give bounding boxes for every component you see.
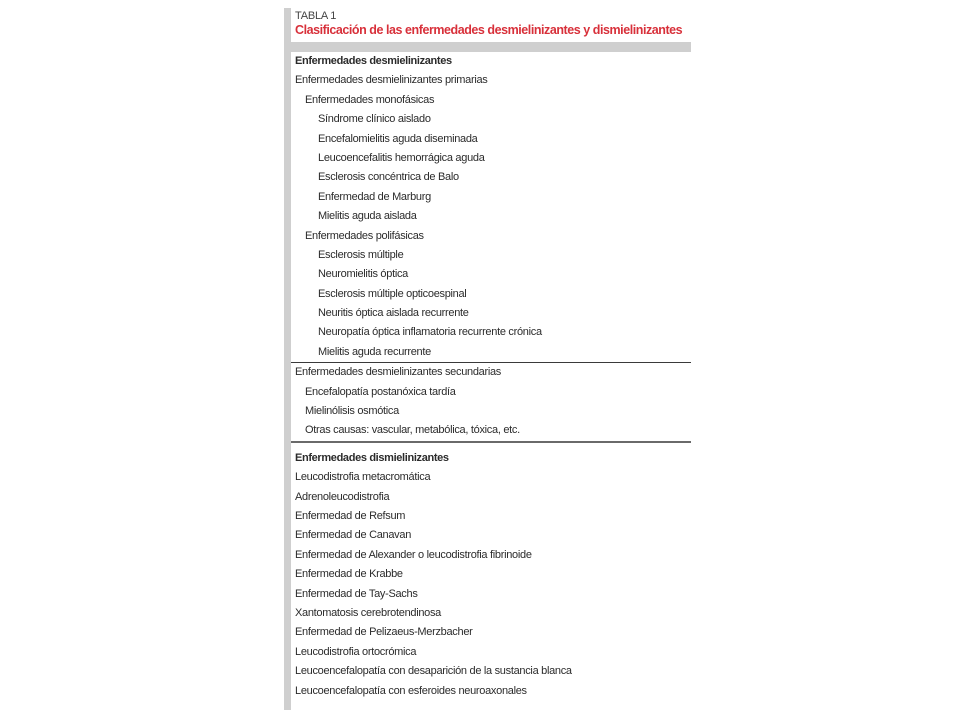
list-item: Esclerosis múltiple opticoespinal (318, 287, 467, 300)
monofasicas-list (291, 110, 691, 226)
list-item: Enfermedad de Pelizaeus-Merzbacher (295, 626, 473, 639)
section-heading-dismielinizantes: Enfermedades dismielinizantes (295, 451, 449, 464)
list-item: Otras causas: vascular, metabólica, tóxica, etc. (305, 424, 520, 437)
list-item: Enfermedad de Refsum (295, 509, 406, 522)
list-item: Encefalopatía postanóxica tardía (305, 385, 456, 398)
polifasicas-list (291, 246, 691, 362)
list-item: Mielitis aguda recurrente (318, 345, 431, 358)
list-item: Síndrome clínico aislado (318, 113, 431, 126)
group-secundarias: Enfermedades desmielinizantes secundarias (295, 366, 501, 379)
list-item: Adrenoleucodistrofia (295, 490, 390, 503)
header-rule (287, 42, 691, 52)
list-item: Leucodistrofia metacromática (295, 471, 431, 484)
dismielinizantes-list (291, 468, 691, 701)
section-dismielinizantes (291, 449, 691, 701)
list-item: Mielinólisis osmótica (305, 405, 399, 418)
section-desmielinizantes (291, 52, 691, 441)
table-number: TABLA 1 (295, 10, 337, 22)
list-item: Neuritis óptica aislada recurrente (318, 307, 469, 320)
list-item: Leucodistrofia ortocrómica (295, 645, 417, 658)
list-item: Enfermedad de Tay-Sachs (295, 587, 418, 600)
list-item: Leucoencefalopatía con desaparición de la sustancia blanca (295, 665, 572, 678)
list-item: Enfermedad de Canavan (295, 529, 412, 542)
list-item: Leucoencefalopatía con esferoides neuroaxonales (295, 684, 527, 697)
list-item: Neuropatía óptica inflamatoria recurrente crónica (318, 326, 542, 339)
section-heading-desmielinizantes: Enfermedades desmielinizantes (295, 55, 452, 67)
list-item: Encefalomielitis aguda diseminada (318, 132, 478, 145)
table-title: Clasificación de las enfermedades desmielinizantes y dismielinizantes (295, 23, 683, 37)
subgroup-monofasicas: Enfermedades monofásicas (305, 93, 435, 106)
list-item: Leucoencefalitis hemorrágica aguda (318, 151, 485, 164)
subgroup-polifasicas: Enfermedades polifásicas (305, 229, 424, 242)
list-item: Esclerosis concéntrica de Balo (318, 171, 459, 184)
list-item: Xantomatosis cerebrotendinosa (295, 606, 442, 619)
secundarias-list (291, 383, 691, 441)
list-item: Enfermedad de Krabbe (295, 568, 403, 581)
group-primarias: Enfermedades desmielinizantes primarias (295, 74, 488, 87)
table-header (291, 8, 691, 38)
list-item: Mielitis aguda aislada (318, 210, 417, 223)
list-item: Enfermedad de Alexander o leucodistrofia fibrinoide (295, 548, 532, 561)
list-item: Enfermedad de Marburg (318, 190, 431, 203)
classification-table (284, 8, 691, 710)
list-item: Esclerosis múltiple (318, 248, 404, 261)
list-item: Neuromielitis óptica (318, 268, 408, 281)
